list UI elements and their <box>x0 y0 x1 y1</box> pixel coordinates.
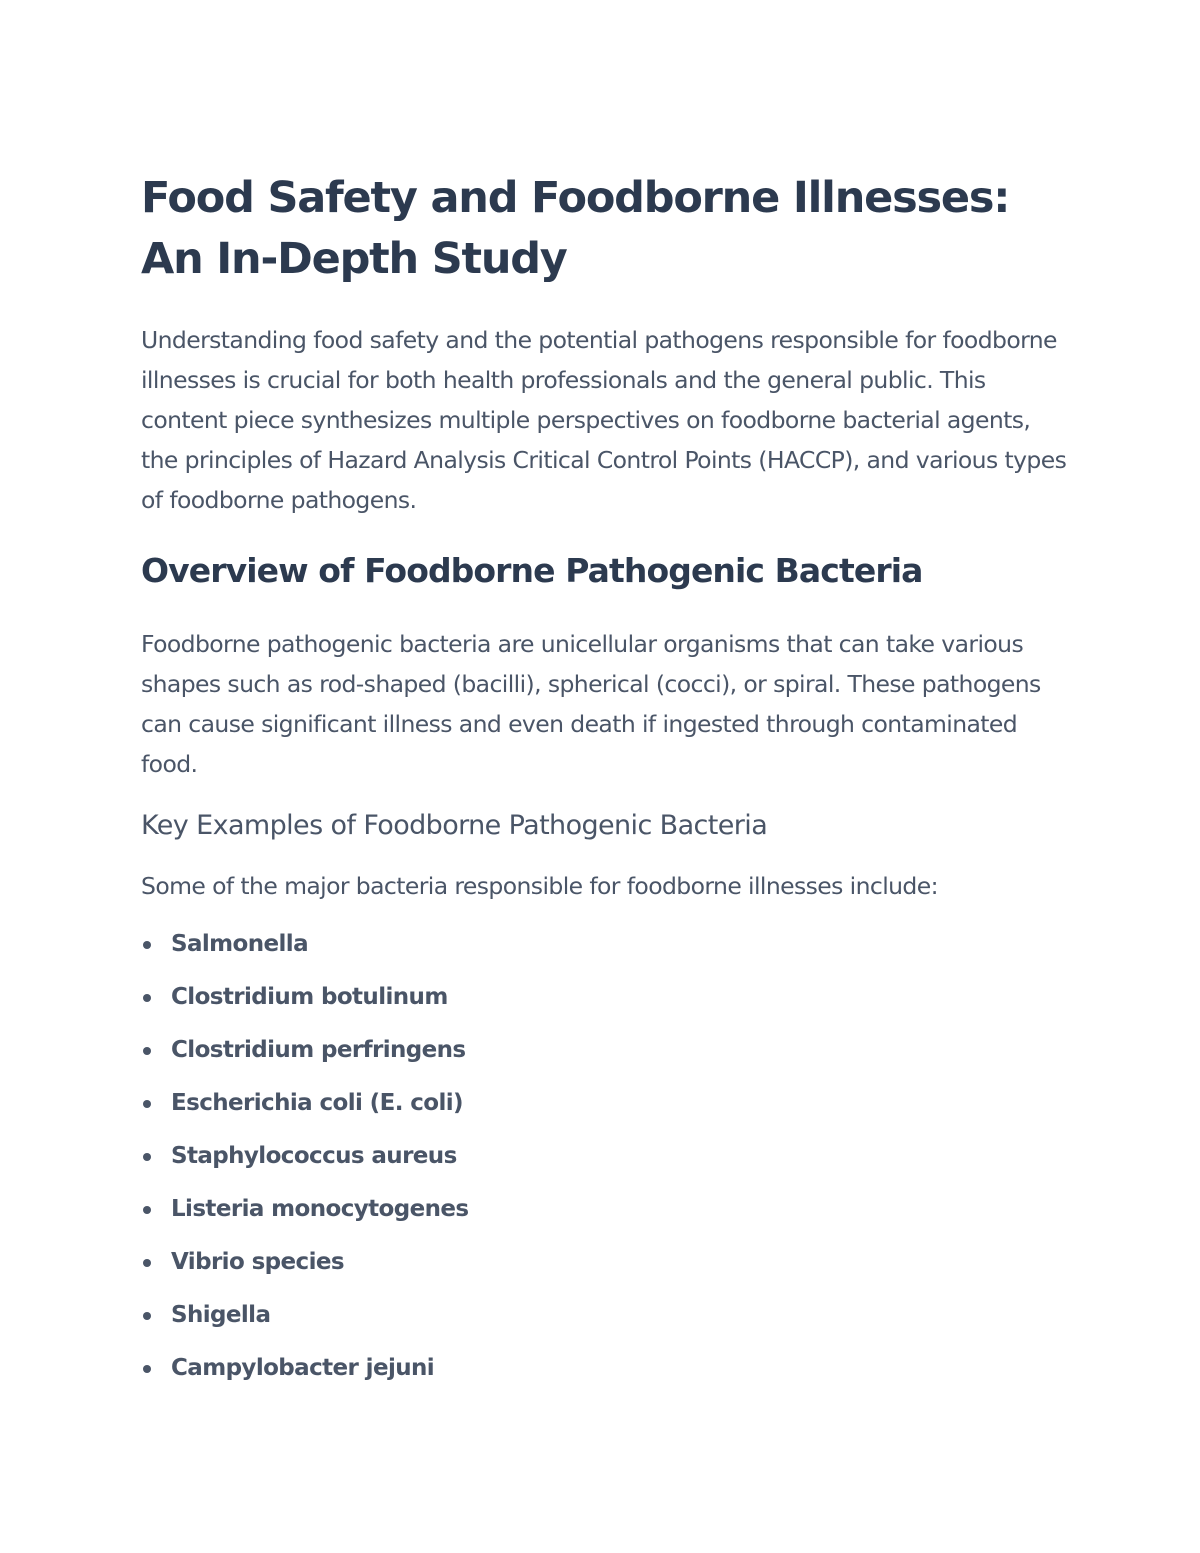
list-item <box>141 1236 1071 1289</box>
intro-paragraph: Understanding food safety and the potential pathogens responsible for foodborne illnesses is crucial for both health professionals and the general public. This content piece synthesizes multiple perspectives on foodborne bacterial agents, the principles of Hazard Analysis Critical Control Points (HACCP), and various types of foodborne pathogens. <box>141 326 1067 514</box>
bacteria-list <box>141 918 1071 1395</box>
bullet-icon <box>143 941 151 949</box>
page-title-line-1: Food Safety and Foodborne Illnesses: <box>141 173 1010 223</box>
bullet-icon <box>143 1100 151 1108</box>
bullet-icon <box>143 1365 151 1373</box>
bullet-icon <box>143 994 151 1002</box>
list-item <box>141 971 1071 1024</box>
list-item <box>141 1183 1071 1236</box>
list-item <box>141 918 1071 971</box>
list-item-label: Vibrio species <box>171 1249 344 1275</box>
list-item <box>141 1289 1071 1342</box>
subsection-heading: Key Examples of Foodborne Pathogenic Bacteria <box>141 810 768 841</box>
page-title-line-2: An In-Depth Study <box>141 234 567 284</box>
document-page <box>141 168 1071 1395</box>
list-intro: Some of the major bacteria responsible for foodborne illnesses include: <box>141 872 938 900</box>
list-item <box>141 1130 1071 1183</box>
list-item-label: Escherichia coli (E. coli) <box>171 1090 463 1116</box>
list-item <box>141 1342 1071 1395</box>
section-heading: Overview of Foodborne Pathogenic Bacteria <box>141 551 923 590</box>
section-paragraph: Foodborne pathogenic bacteria are unicellular organisms that can take various shapes such as rod-shaped (bacilli), spherical (cocci), or spiral. These pathogens can cause significant illness and even death if ingested through contaminated food. <box>141 630 1041 778</box>
page-title <box>141 168 1071 290</box>
bullet-icon <box>143 1259 151 1267</box>
list-item <box>141 1077 1071 1130</box>
bullet-icon <box>143 1047 151 1055</box>
list-item <box>141 1024 1071 1077</box>
list-item-label: Clostridium botulinum <box>171 984 448 1010</box>
list-item-label: Salmonella <box>171 931 308 957</box>
list-item-label: Listeria monocytogenes <box>171 1196 469 1222</box>
list-item-label: Clostridium perfringens <box>171 1037 466 1063</box>
bullet-icon <box>143 1153 151 1161</box>
list-item-label: Campylobacter jejuni <box>171 1355 435 1381</box>
list-item-label: Staphylococcus aureus <box>171 1143 457 1169</box>
list-item-label: Shigella <box>171 1302 271 1328</box>
bullet-icon <box>143 1312 151 1320</box>
bullet-icon <box>143 1206 151 1214</box>
